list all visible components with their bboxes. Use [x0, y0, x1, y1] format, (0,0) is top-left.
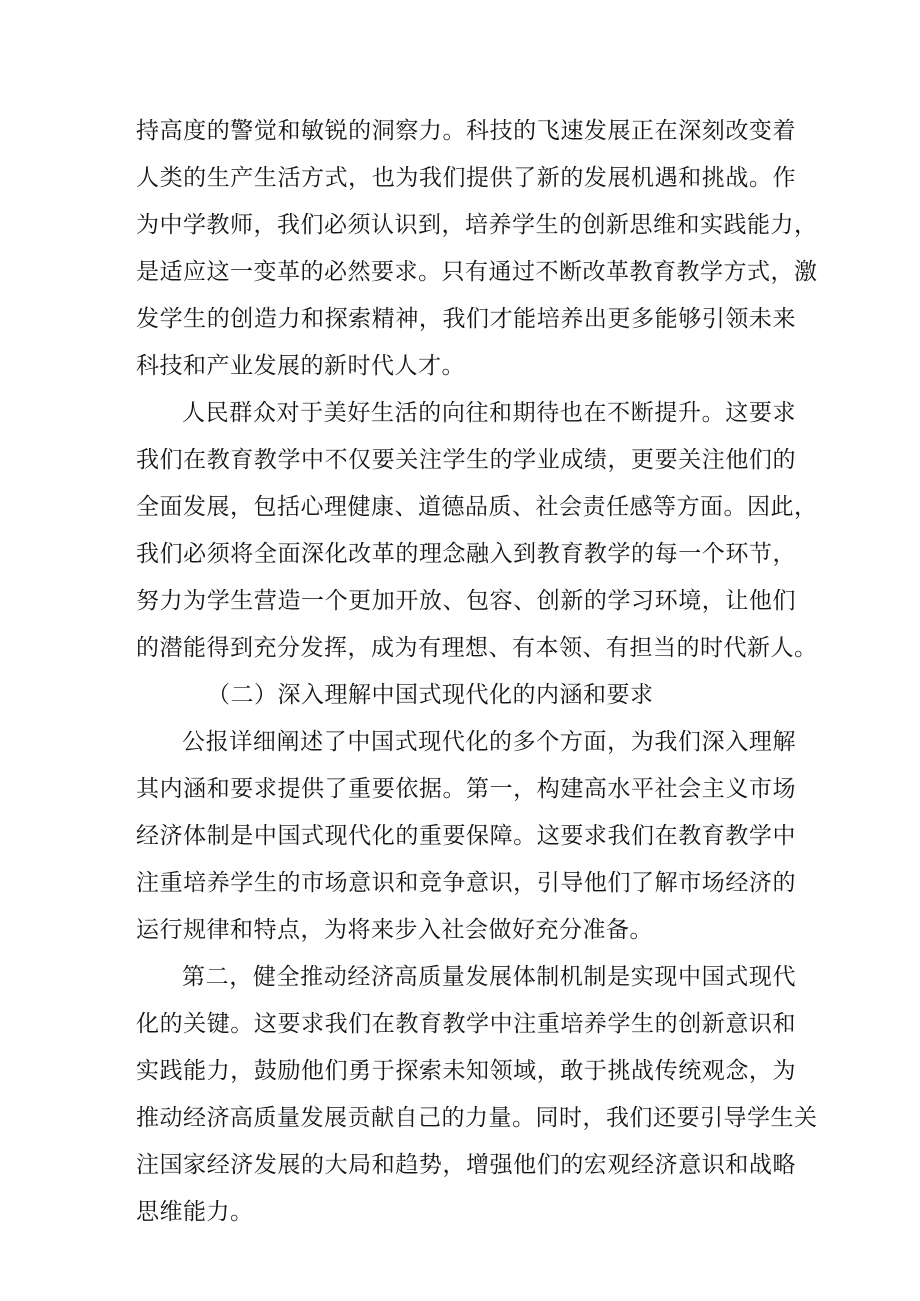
paragraph-2-line-2: 我们在教育教学中不仅要关注学生的学业成绩，更要关注他们的 — [136, 447, 796, 473]
paragraph-1-line-1: 持高度的警觉和敏锐的洞察力。科技的飞速发展正在深刻改变着 — [136, 118, 796, 144]
paragraph-3-line-2: 其内涵和要求提供了重要依据。第一，构建高水平社会主义市场 — [136, 776, 796, 802]
paragraph-3-line-4: 注重培养学生的市场意识和竞争意识，引导他们了解市场经济的 — [136, 870, 796, 896]
paragraph-4-line-6: 思维能力。 — [136, 1199, 254, 1225]
paragraph-2-line-4: 我们必须将全面深化改革的理念融入到教育教学的每一个环节， — [136, 541, 796, 567]
paragraph-1-line-6: 科技和产业发展的新时代人才。 — [136, 353, 465, 379]
paragraph-3-line-3: 经济体制是中国式现代化的重要保障。这要求我们在教育教学中 — [136, 823, 796, 849]
paragraph-2-line-5: 努力为学生营造一个更加开放、包容、创新的学习环境，让他们 — [136, 588, 796, 614]
paragraph-2-line-1: 人民群众对于美好生活的向往和期待也在不断提升。这要求 — [182, 400, 796, 426]
paragraph-2-line-3: 全面发展，包括心理健康、道德品质、社会责任感等方面。因此， — [136, 494, 818, 520]
paragraph-4-line-2: 化的关键。这要求我们在教育教学中注重培养学生的创新意识和 — [136, 1011, 796, 1037]
paragraph-2-line-6: 的潜能得到充分发挥，成为有理想、有本领、有担当的时代新人。 — [136, 635, 818, 661]
paragraph-1-line-4: 是适应这一变革的必然要求。只有通过不断改革教育教学方式，激 — [136, 259, 818, 285]
paragraph-3-line-5: 运行规律和特点，为将来步入社会做好充分准备。 — [136, 917, 653, 943]
paragraph-1-line-5: 发学生的创造力和探索精神，我们才能培养出更多能够引领未来 — [136, 306, 796, 332]
paragraph-4-line-5: 注国家经济发展的大局和趋势，增强他们的宏观经济意识和战略 — [136, 1152, 796, 1178]
paragraph-4-line-3: 实践能力，鼓励他们勇于探索未知领域，敢于挑战传统观念，为 — [136, 1058, 796, 1084]
section-heading: （二）深入理解中国式现代化的内涵和要求 — [207, 682, 654, 708]
paragraph-1-line-2: 人类的生产生活方式，也为我们提供了新的发展机遇和挑战。作 — [136, 165, 796, 191]
paragraph-3-line-1: 公报详细阐述了中国式现代化的多个方面，为我们深入理解 — [182, 729, 796, 755]
paragraph-4-line-4: 推动经济高质量发展贡献自己的力量。同时，我们还要引导学生关 — [136, 1105, 818, 1131]
paragraph-4-line-1: 第二，健全推动经济高质量发展体制机制是实现中国式现代 — [182, 964, 796, 990]
paragraph-1-line-3: 为中学教师，我们必须认识到，培养学生的创新思维和实践能力， — [136, 212, 818, 238]
